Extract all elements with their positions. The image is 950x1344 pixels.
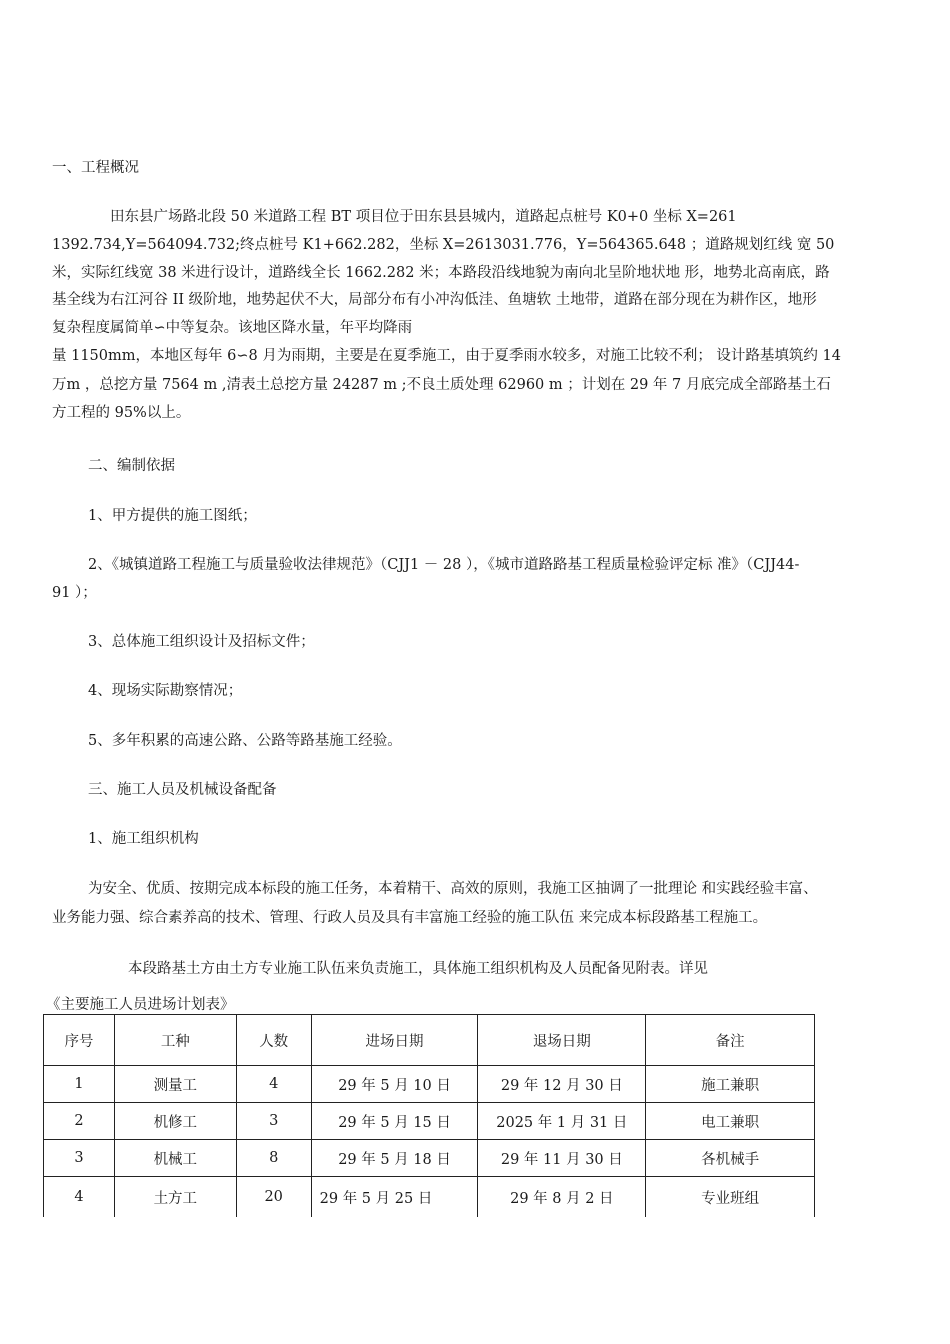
table-cell: 3: [236, 1103, 311, 1140]
text-line: 量 1150mm，本地区每年 6∽8 月为雨期，主要是在夏季施工，由于夏季雨水较多，对施工比较不利； 设计路基填筑约 14: [52, 348, 841, 364]
table-cell: 29 年 5 月 10 日: [311, 1066, 478, 1103]
table-cell: 29 年 5 月 25 日: [311, 1177, 478, 1218]
table-row: [44, 1140, 815, 1177]
table-cell: 各机械手: [646, 1140, 815, 1177]
table-cell: 机修工: [114, 1103, 236, 1140]
text-line: 复杂程度属简单∽中等复杂。该地区降水量，年平均降雨: [52, 320, 413, 336]
table-cell: 29 年 12 月 30 日: [478, 1066, 646, 1103]
column-header: 序号: [44, 1015, 115, 1066]
table-caption: 《主要施工人员进场计划表》: [46, 997, 235, 1013]
text-line: 基全线为右江河谷 II 级阶地，地势起伏不大，局部分布有小冲沟低洼、鱼塘软 土地带，道路在部分现在为耕作区，地形: [52, 292, 817, 308]
section-heading-basis: 二、编制依据: [88, 458, 175, 474]
list-item: 5、多年积累的高速公路、公路等路基施工经验。: [88, 733, 402, 749]
text-line: 本段路基土方由土方专业施工队伍来负责施工，具体施工组织机构及人员配备见附表。详见: [128, 961, 708, 977]
list-item: 2、《城镇道路工程施工与质量验收法律规范》（CJJ1 － 28 ），《城市道路路基工程质量检验评定标 准》（CJJ44-: [88, 557, 800, 573]
table-cell: 土方工: [114, 1177, 236, 1218]
section-heading-personnel: 三、施工人员及机械设备配备: [88, 782, 277, 798]
list-item: 3、总体施工组织设计及招标文件；: [88, 634, 315, 650]
column-header: 工种: [114, 1015, 236, 1066]
text-line: 万m ，总挖方量 7564 m ,清表土总挖方量 24287 m ;不良土质处理 62960 m ；计划在 29 年 7 月底完成全部路基土石: [52, 377, 831, 393]
text-line: 业务能力强、综合素养高的技术、管理、行政人员及具有丰富施工经验的施工队伍 来完成本标段路基工程施工。: [52, 910, 768, 926]
table-cell: 29 年 11 月 30 日: [478, 1140, 646, 1177]
table-cell: 29 年 5 月 15 日: [311, 1103, 478, 1140]
table-cell: 专业班组: [646, 1177, 815, 1218]
table-row: [44, 1103, 815, 1140]
table-cell: 电工兼职: [646, 1103, 815, 1140]
list-item: 1、甲方提供的施工图纸；: [88, 508, 257, 524]
table-row: [44, 1066, 815, 1103]
table-row: [44, 1177, 815, 1218]
table-cell: 20: [236, 1177, 311, 1218]
table-cell: 4: [44, 1177, 115, 1218]
text-line: 1392.734,Y=564094.732;终点桩号 K1+662.282，坐标 X=2613031.776，Y=564365.648 ；道路规划红线 宽 50: [52, 237, 835, 253]
table-cell: 1: [44, 1066, 115, 1103]
text-line: 田东县广场路北段 50 米道路工程 BT 项目位于田东县县城内，道路起点桩号 K0+0 坐标 X=261: [110, 209, 737, 225]
table-cell: 29 年 5 月 18 日: [311, 1140, 478, 1177]
text-line: 为安全、优质、按期完成本标段的施工任务，本着精干、高效的原则，我施工区抽调了一批理论 和实践经验丰富、: [88, 881, 818, 897]
personnel-schedule-table: [43, 1014, 815, 1217]
column-header: 备注: [646, 1015, 815, 1066]
list-item: 4、现场实际勘察情况；: [88, 683, 243, 699]
column-header: 人数: [236, 1015, 311, 1066]
text-line: 方工程的 95%以上。: [52, 405, 191, 421]
table-cell: 8: [236, 1140, 311, 1177]
table-cell: 29 年 8 月 2 日: [478, 1177, 646, 1218]
table-cell: 2025 年 1 月 31 日: [478, 1103, 646, 1140]
table-cell: 测量工: [114, 1066, 236, 1103]
table-cell: 施工兼职: [646, 1066, 815, 1103]
section-heading-overview: 一、工程概况: [52, 160, 139, 176]
column-header: 退场日期: [478, 1015, 646, 1066]
column-header: 进场日期: [311, 1015, 478, 1066]
table-cell: 2: [44, 1103, 115, 1140]
table-header-row: [44, 1015, 815, 1066]
table-cell: 机械工: [114, 1140, 236, 1177]
subheading-organization: 1、施工组织机构: [88, 831, 199, 847]
table-cell: 3: [44, 1140, 115, 1177]
text-line: 米，实际红线宽 38 米进行设计，道路线全长 1662.282 米；本路段沿线地貌为南向北呈阶地状地 形，地势北高南底，路: [52, 265, 830, 281]
list-item-continued: 91 ）；: [52, 585, 97, 601]
table-cell: 4: [236, 1066, 311, 1103]
